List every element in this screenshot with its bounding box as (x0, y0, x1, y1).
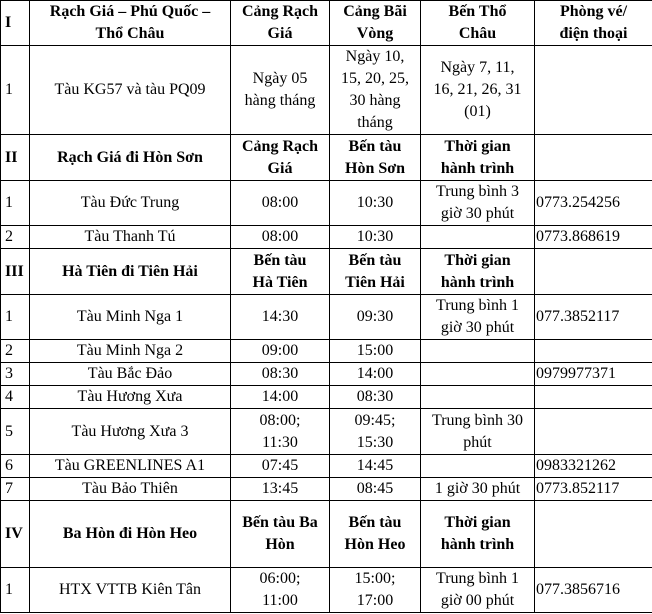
ticket-phone-header: Phòng vé/ điện thoại (535, 1, 652, 46)
arrival-time: 10:30 (330, 226, 421, 249)
route-title: Ba Hòn đi Hòn Heo (30, 501, 231, 568)
ticket-phone-header (535, 249, 652, 295)
row-number: 1 (1, 568, 30, 613)
departure-time: 06:00; 11:00 (231, 568, 330, 613)
trip-duration: Trung bình 1 giờ 00 phút (421, 568, 535, 613)
arrival-time: 08:30 (330, 386, 421, 409)
section-id: I (1, 1, 30, 46)
vessel-name: HTX VTTB Kiên Tân (30, 568, 231, 613)
ticket-phone-header (535, 135, 652, 181)
trip-duration: 1 giờ 30 phút (421, 478, 535, 501)
row-number: 2 (1, 226, 30, 249)
arrival-time: 10:30 (330, 181, 421, 226)
table-row (1, 226, 652, 249)
section-id: II (1, 135, 30, 181)
duration-header: Thời gian hành trình (421, 501, 535, 568)
departure-time: 08:30 (231, 363, 330, 386)
row-number: 4 (1, 386, 30, 409)
departure-time: 13:45 (231, 478, 330, 501)
departure-port-header: Cảng Rạch Giá (231, 1, 330, 46)
vessel-name: Tàu Minh Nga 1 (30, 295, 231, 340)
route-title: Rạch Giá đi Hòn Sơn (30, 135, 231, 181)
vessel-name: Tàu Đức Trung (30, 181, 231, 226)
departure-time: Ngày 05 hàng tháng (231, 46, 330, 135)
trip-duration: Trung bình 30 phút (421, 409, 535, 455)
duration-header: Thời gian hành trình (421, 249, 535, 295)
departure-time: 09:00 (231, 340, 330, 363)
phone-number (535, 340, 652, 363)
phone-number: 0983321262 (535, 455, 652, 478)
phone-number (535, 409, 652, 455)
departure-time: 08:00 (231, 226, 330, 249)
row-number: 2 (1, 340, 30, 363)
ticket-phone-header (535, 501, 652, 568)
departure-port-header: Bến tàu Ba Hòn (231, 501, 330, 568)
phone-number: 0979977371 (535, 363, 652, 386)
section-header-row (1, 1, 652, 46)
row-number: 6 (1, 455, 30, 478)
phone-number: 0773.254256 (535, 181, 652, 226)
table-row (1, 340, 652, 363)
phone-number: 0773.852117 (535, 478, 652, 501)
trip-duration (421, 363, 535, 386)
departure-time: 08:00 (231, 181, 330, 226)
table-row (1, 409, 652, 455)
arrival-time: Ngày 10, 15, 20, 25, 30 hàng tháng (330, 46, 421, 135)
row-number: 7 (1, 478, 30, 501)
vessel-name: Tàu Hương Xưa (30, 386, 231, 409)
phone-number: 077.3852117 (535, 295, 652, 340)
departure-port-header: Bến tàu Hà Tiên (231, 249, 330, 295)
arrival-time: 09:30 (330, 295, 421, 340)
arrival-port-header: Bến tàu Hòn Heo (330, 501, 421, 568)
vessel-name: Tàu Minh Nga 2 (30, 340, 231, 363)
departure-time: 08:00; 11:30 (231, 409, 330, 455)
row-number: 1 (1, 181, 30, 226)
arrival-time: 15:00 (330, 340, 421, 363)
table-row (1, 568, 652, 613)
vessel-name: Tàu Bắc Đảo (30, 363, 231, 386)
section-header-row (1, 135, 652, 181)
table-row (1, 363, 652, 386)
departure-port-header: Cảng Rạch Giá (231, 135, 330, 181)
arrival-port-header: Bến tàu Tiên Hải (330, 249, 421, 295)
section-id: III (1, 249, 30, 295)
phone-number: 077.3856716 (535, 568, 652, 613)
arrival-time: 08:45 (330, 478, 421, 501)
vessel-name: Tàu Thanh Tú (30, 226, 231, 249)
departure-time: 14:00 (231, 386, 330, 409)
phone-number: 0773.868619 (535, 226, 652, 249)
arrival-port-header: Bến tàu Hòn Sơn (330, 135, 421, 181)
arrival-time: 14:45 (330, 455, 421, 478)
row-number: 3 (1, 363, 30, 386)
trip-duration (421, 386, 535, 409)
row-number: 1 (1, 46, 30, 135)
arrival-port-header: Cảng Bãi Vòng (330, 1, 421, 46)
section-header-row (1, 249, 652, 295)
departure-time: 07:45 (231, 455, 330, 478)
section-header-row (1, 501, 652, 568)
third-port-header: Bến Thổ Châu (421, 1, 535, 46)
vessel-name: Tàu Bảo Thiên (30, 478, 231, 501)
arrival-time: 09:45; 15:30 (330, 409, 421, 455)
vessel-name: Tàu GREENLINES A1 (30, 455, 231, 478)
vessel-name: Tàu KG57 và tàu PQ09 (30, 46, 231, 135)
trip-duration (421, 226, 535, 249)
table-row (1, 46, 652, 135)
route-title: Hà Tiên đi Tiên Hải (30, 249, 231, 295)
trip-duration: Trung bình 3 giờ 30 phút (421, 181, 535, 226)
table-row (1, 386, 652, 409)
arrival-time: 14:00 (330, 363, 421, 386)
table-row (1, 478, 652, 501)
vessel-name: Tàu Hương Xưa 3 (30, 409, 231, 455)
duration-header: Thời gian hành trình (421, 135, 535, 181)
table-row (1, 295, 652, 340)
phone-number (535, 46, 652, 135)
route-title: Rạch Giá – Phú Quốc – Thổ Châu (30, 1, 231, 46)
table-row (1, 455, 652, 478)
row-number: 5 (1, 409, 30, 455)
section-id: IV (1, 501, 30, 568)
departure-time: 14:30 (231, 295, 330, 340)
trip-duration: Trung bình 1 giờ 30 phút (421, 295, 535, 340)
trip-duration (421, 455, 535, 478)
phone-number (535, 386, 652, 409)
third-port-time: Ngày 7, 11, 16, 21, 26, 31 (01) (421, 46, 535, 135)
table-row (1, 181, 652, 226)
row-number: 1 (1, 295, 30, 340)
trip-duration (421, 340, 535, 363)
arrival-time: 15:00; 17:00 (330, 568, 421, 613)
